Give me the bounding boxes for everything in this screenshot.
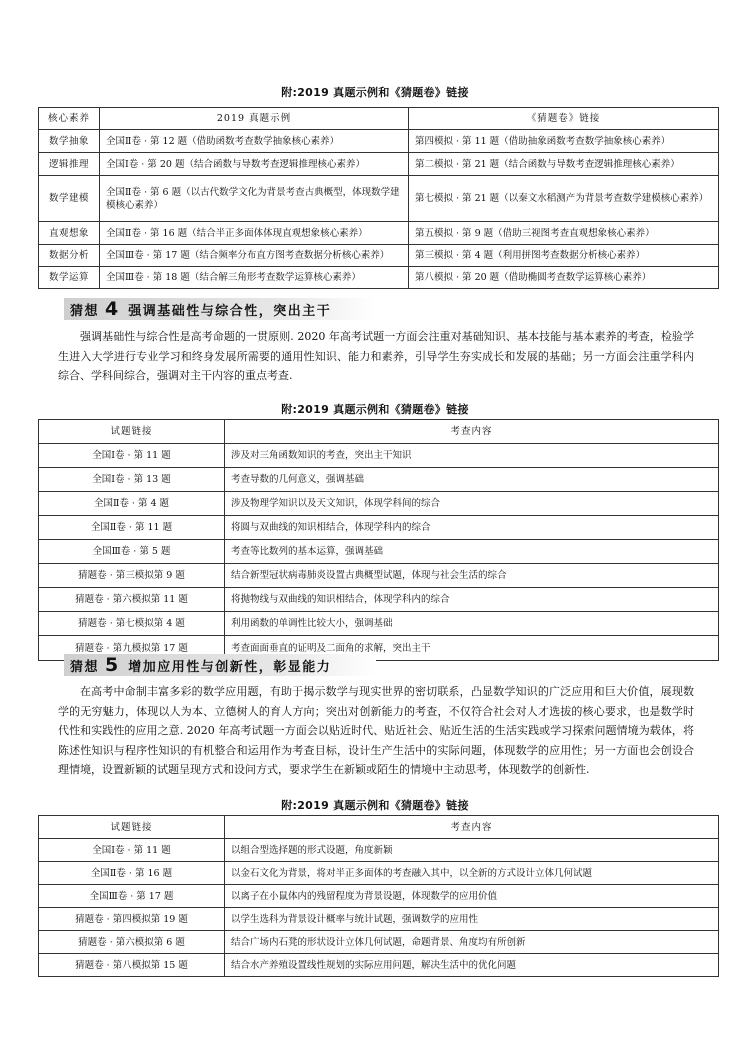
heading-title: 强调基础性与综合性，突出主干 (128, 303, 332, 319)
table3-caption: 附:2019 真题示例和《猜题卷》链接 (281, 799, 469, 812)
heading-prefix: 猜想 (70, 659, 100, 675)
table-cell: 考查等比数列的基本运算，强调基础 (225, 540, 719, 564)
table-cell: 猜题卷 · 第六模拟第 6 题 (39, 931, 225, 954)
table-row (39, 931, 719, 954)
conjecture-4-paragraph: 强调基础性与综合性是高考命题的一贯原则. 2020 年高考试题一方面会注重对基础知识、基本技能与基本素养的考查，检验学生进入大学进行专业学习和终身发展所需要的通用性知识、能力和素养，引导学生夯实成长和发展的基础；另一方面会注重学科内综合、学科间综合，强调对主干内容的重点考查. (58, 330, 694, 382)
table-cell: 结合新型冠状病毒肺炎设置古典概型试题，体现与社会生活的综合 (225, 564, 719, 588)
table-row (39, 130, 719, 153)
table-cell: 考查面面垂直的证明及二面角的求解，突出主干 (225, 636, 719, 661)
table-cell: 数据分析 (39, 245, 100, 267)
table-cell: 结合广场内石凳的形状设计立体几何试题，命题背景、角度均有所创新 (225, 931, 719, 954)
table-cell: 猜题卷 · 第三模拟第 9 题 (39, 564, 225, 588)
table-cell: 以金石文化为背景，将对半正多面体的考查融入其中，以全新的方式设计立体几何试题 (225, 862, 719, 885)
exam-link-table-1 (38, 419, 719, 661)
table-cell: 全国Ⅰ卷 · 第 11 题 (39, 839, 225, 862)
conjecture-5-heading (64, 654, 376, 676)
table-cell: 全国Ⅲ卷 · 第 17 题 (39, 885, 225, 908)
table-cell: 第五模拟 · 第 9 题（借助三视图考查直观想象核心素养） (409, 222, 719, 245)
table-cell: 以学生选科为背景设计概率与统计试题，强调数学的应用性 (225, 908, 719, 931)
table-cell: 利用函数的单调性比较大小，强调基础 (225, 612, 719, 636)
table-cell: 全国Ⅱ卷 · 第 4 题 (39, 492, 225, 516)
table-row (39, 444, 719, 468)
table-row (39, 492, 719, 516)
heading-title: 增加应用性与创新性，彰显能力 (128, 659, 332, 675)
table1-header: 《猜题卷》链接 (409, 108, 719, 130)
table-cell: 第七模拟 · 第 21 题（以秦文水稻测产为背景考查数学建模核心素养） (409, 176, 719, 222)
table-cell: 以组合型选择题的形式设题，角度新颖 (225, 839, 719, 862)
table-cell: 数学建模 (39, 176, 100, 222)
table-row (39, 267, 719, 289)
table-cell: 直观想象 (39, 222, 100, 245)
table3-header: 试题链接 (39, 816, 225, 839)
table-row (39, 588, 719, 612)
table-row (39, 153, 719, 176)
heading-number: 5 (105, 654, 119, 676)
table-row (39, 564, 719, 588)
table-row (39, 540, 719, 564)
table-cell: 全国Ⅱ卷 · 第 6 题（以古代数学文化为背景考查古典概型，体现数学建模核心素养） (100, 176, 409, 222)
heading-prefix: 猜想 (70, 303, 100, 319)
table1-header: 2019 真题示例 (100, 108, 409, 130)
table-cell: 全国Ⅰ卷 · 第 11 题 (39, 444, 225, 468)
table-cell: 全国Ⅰ卷 · 第 20 题（结合函数与导数考查逻辑推理核心素养） (100, 153, 409, 176)
table-cell: 第三模拟 · 第 4 题（利用拼图考查数据分析核心素养） (409, 245, 719, 267)
exam-link-table-2 (38, 815, 719, 977)
table2-header: 试题链接 (39, 420, 225, 444)
table-row (39, 245, 719, 267)
table-cell: 逻辑推理 (39, 153, 100, 176)
table-cell: 猜题卷 · 第八模拟第 15 题 (39, 954, 225, 977)
table-row (39, 516, 719, 540)
table-cell: 猜题卷 · 第六模拟第 11 题 (39, 588, 225, 612)
table1-header: 核心素养 (39, 108, 100, 130)
table-cell: 猜题卷 · 第四模拟第 19 题 (39, 908, 225, 931)
table-cell: 全国Ⅲ卷 · 第 18 题（结合解三角形考查数学运算核心素养） (100, 267, 409, 289)
table-row (39, 885, 719, 908)
heading-number: 4 (105, 298, 119, 320)
table-row (39, 839, 719, 862)
table-cell: 将抛物线与双曲线的知识相结合，体现学科内的综合 (225, 588, 719, 612)
table-cell: 结合水产养殖设置线性规划的实际应用问题，解决生活中的优化问题 (225, 954, 719, 977)
core-literacy-table (38, 107, 719, 289)
table-row (39, 176, 719, 222)
table-cell: 以离子在小鼠体内的残留程度为背景设题，体现数学的应用价值 (225, 885, 719, 908)
table3-header: 考查内容 (225, 816, 719, 839)
table-cell: 猜题卷 · 第七模拟第 4 题 (39, 612, 225, 636)
table-cell: 第二模拟 · 第 21 题（结合函数与导数考查逻辑推理核心素养） (409, 153, 719, 176)
table-cell: 全国Ⅰ卷 · 第 13 题 (39, 468, 225, 492)
table-cell: 第四模拟 · 第 11 题（借助抽象函数考查数学抽象核心素养） (409, 130, 719, 153)
table-cell: 考查导数的几何意义，强调基础 (225, 468, 719, 492)
table-cell: 全国Ⅱ卷 · 第 12 题（借助函数考查数学抽象核心素养） (100, 130, 409, 153)
conjecture-5-paragraph: 在高考中命制丰富多彩的数学应用题，有助于揭示数学与现实世界的密切联系，凸显数学知识的广泛应用和巨大价值，展现数学的无穷魅力，体现以人为本、立德树人的育人方向；突出对创新能力的考查，不仅符合社会对人才选拔的核心要求，也是数学时代性和实践性的应用之意. 2020 年高考试题一方面会以贴近时代、贴近社会、贴近生活的生活实践或学习探索问题情境为载体，将陈述性知识与程序性知识的有机整合和运用作为考查目标，设计生产生活中的实际问题，体现数学的应用性；另一方面也会创设合理情境，设置新颖的试题呈现方式和设问方式，要求学生在新颖或陌生的情境中主动思考，体现数学的创新性. (58, 685, 694, 776)
table-row (39, 468, 719, 492)
table-cell: 全国Ⅱ卷 · 第 11 题 (39, 516, 225, 540)
table-cell: 第八模拟 · 第 20 题（借助椭圆考查数学运算核心素养） (409, 267, 719, 289)
table2-caption: 附:2019 真题示例和《猜题卷》链接 (281, 403, 469, 416)
table-cell: 全国Ⅱ卷 · 第 16 题 (39, 862, 225, 885)
table-cell: 涉及物理学知识以及天文知识，体现学科间的综合 (225, 492, 719, 516)
table-cell: 猜题卷 · 第九模拟第 17 题 (39, 636, 225, 661)
table-row (39, 612, 719, 636)
table-row (39, 908, 719, 931)
table-cell: 全国Ⅲ卷 · 第 5 题 (39, 540, 225, 564)
table-cell: 涉及对三角函数知识的考查，突出主干知识 (225, 444, 719, 468)
table2-header: 考查内容 (225, 420, 719, 444)
table-cell: 全国Ⅱ卷 · 第 16 题（结合半正多面体体现直观想象核心素养） (100, 222, 409, 245)
table-cell: 数学运算 (39, 267, 100, 289)
conjecture-4-heading (64, 298, 376, 320)
table-cell: 将圆与双曲线的知识相结合，体现学科内的综合 (225, 516, 719, 540)
table-row (39, 954, 719, 977)
table1-caption: 附:2019 真题示例和《猜题卷》链接 (281, 86, 469, 99)
table-cell: 全国Ⅲ卷 · 第 17 题（结合频率分布直方图考查数据分析核心素养） (100, 245, 409, 267)
table-cell: 数学抽象 (39, 130, 100, 153)
table-row (39, 222, 719, 245)
table-row (39, 862, 719, 885)
